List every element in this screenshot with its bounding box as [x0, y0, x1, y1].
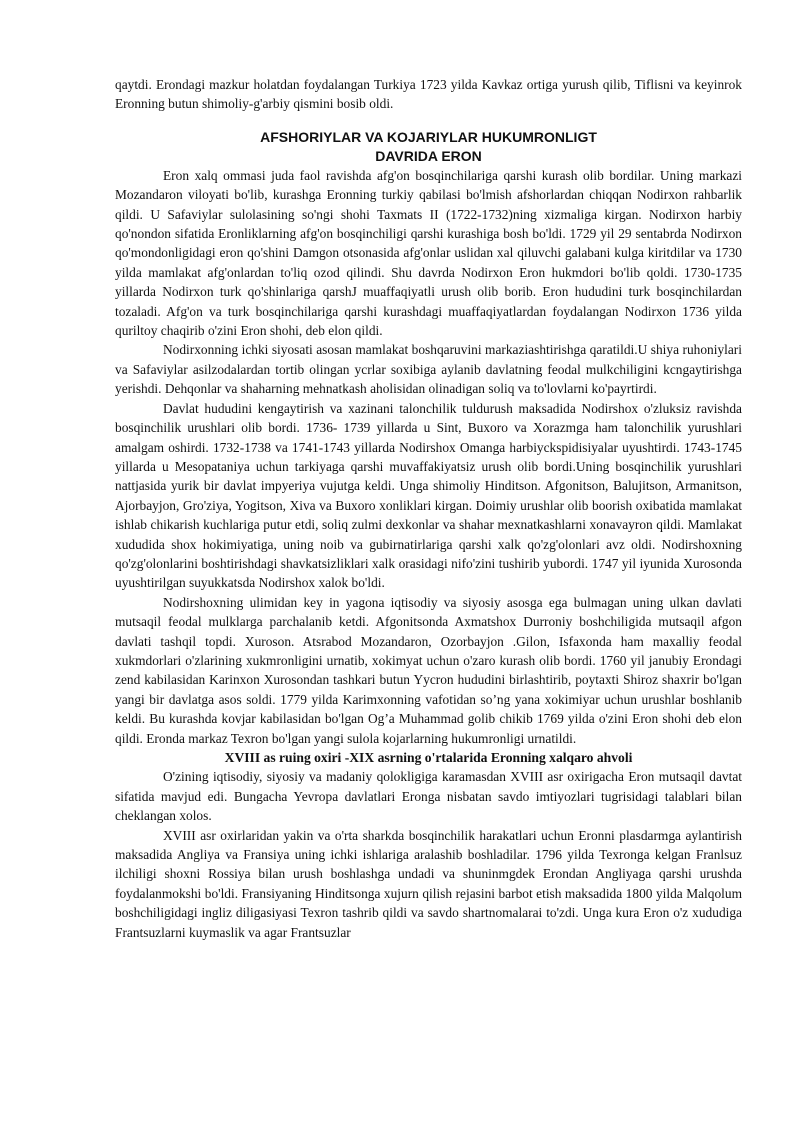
- document-page: [115, 75, 742, 942]
- section2-title: XVIII as ruing oxiri -XIX asrning o'rtalarida Eronning xalqaro ahvoli: [224, 750, 633, 765]
- intro-paragraph: qaytdi. Erondagi mazkur holatdan foydalangan Turkiya 1723 yilda Kavkaz ortiga yurush qilib, Tiflisni va keyinrok Eronning butun shimoliy-g'arbiy qismini bosib oldi.: [115, 77, 742, 112]
- section1-paragraph-2: Nodirxonning ichki siyosati asosan mamlakat boshqaruvini markaziashtirishga qaratildi.U shiya ruhoniylari va Safaviylar asilzodalardan tortib olingan ycrlar soxibiga aylanib davlatning feodal mulkchiligini kcngaytirishga yerishdi. Dehqonlar va shaharning mehnatkash aholisidan olinadigan soliq va to'lovlarni ko'payrtirdi.: [115, 342, 742, 397]
- section2-paragraph-2: XVIII asr oxirlaridan yakin va o'rta sharkda bosqinchilik harakatlari uchun Eronni plasdarmga aylantirish maksadida Angliya va Fransiya uning ichki ishlariga aralashib boshladilar. 1796 yilda Texronga kelgan Franlsuz ilchiligi shoxni Rossiya bilan urush boshlashga undadi va shuninmgdek Erondan Angliyaga qarshi urushda foydalanmokshi bo'ldi. Fransiyaning Hinditsonga xujurn qilish rejasini barbot etish maksadida 1800 yilda Malqolum boshchiligidagi ingliz diligasiyasi Texron tashrib qildi va savdo shartnomalarai to'zdi. Unga kura Eron o'z xududiga Frantsuzlarni kuymaslik va agar Frantsuzlar: [115, 827, 742, 940]
- section1-paragraph-1: Eron xalq ommasi juda faol ravishda afg'on bosqinchilariga qarshi kurash olib bordilar. Uning markazi Mozandaron viloyati bo'lib, kurashga Eronning turkiy qabilasi bo'lmish afshorlardan chiqqan Nodirxon rahbarlik qildi. U Safaviylar sulolasining so'ngi shohi Taxmats II (1722-1732)ning xizmaliga kirgan. Nodirxon harbiy qo'nondon sifatida Eronliklarning afg'on bosqinchiligi qarshi kurashiga bosh bo'ldi. 1729 yil 29 sentabrda Nodirxon qo'mondonligidagi eron qo'shini Damgon otsonasida afg'onlar uslidan xal qiluvchi galabani kulga kiritdilar va 1730 yilda mamlakat afg'onlardan to'liq ozod qilindi. Shu davrda Nodirxon Eron hukmdori bo'lib qoldi. 1730-1735 yillarda Nodirxon turk qo'shinlariga qarshJ muaffaqiyatli urush olib borib. Eron hududini turk bosqinchilardan tozaladi. Afg'on va turk bosqinchilariga qarshi kurashdagi muaffaqiyatlardan foydalangan Nodirxon 1736 yilda quriltoy chaqirib o'zini Eron shohi, deb elon qildi.: [115, 167, 742, 339]
- section2-paragraph-1: O'zining iqtisodiy, siyosiy va madaniy qolokligiga karamasdan XVIII asr oxirigacha Eron mutsaqil davtat sifatida mavjud edi. Bungacha Yevropa davlatlari Eronga nisbatan savdo imtiyozlari tugrisidagi talablari bilan cheklangan xolos.: [115, 769, 742, 824]
- section1-title-line2: DAVRIDA ERON: [375, 147, 482, 164]
- section1-title-line1: AFSHORIYLAR VA KOJARIYLAR HUKUMRONLIGT: [260, 128, 597, 145]
- section1-paragraph-3: Davlat hududini kengaytirish va xazinani talonchilik tuldurush maksadida Nodirshox o'zluksiz ravishda bosqinchilik urushlari olib bordi. 1736- 1739 yillarda u Sint, Buxoro va Xorazmga ham talonchilik yurushlari amalgam oshirdi. 1732-1738 va 1741-1743 yillarda Nodirshox Omanga harbiyckspidisiyalar uyushtirdi. 1743-1745 yillarda u Mesopataniya uchun tarkiyaga qarshi muvaffakiyatsiz urush olib bordi.Uning bosqinchilik yurushlari nattjasida yurik bir davlat impyeriya vujutga keldi. Unga shimoliy Hinditson. Afgonitson, Balujitson, Armanitson, Ajorbayjon, Gro'ziya, Yogitson, Xiva va Buxoro xonliklari kirgan. Doimiy urushlar olib boorish oxibatida mamlakat ishlab chikarish kuchlariga putur etdi, soliq zulmi dexkonlar va shahar mexnatkashlarni xonavayron qildi. Mamlakat xududida shox hokimiyatiga, uning noib va gubirnatirlariga qarshi xalk qo'zg'olonlari avz oldi. Nodirshoxning qo'zg'olonlarini boshtirishdagi shavkatsizliklari xalk orasidagi nifo'zini tushirib yubordi. 1747 yil iyunida Xurosonda uyushtirilgan suyukkatsda Nodirshox xalok bo'ldi.: [115, 400, 742, 591]
- section1-paragraph-4: Nodirshoxning ulimidan key in yagona iqtisodiy va siyosiy asosga ega bulmagan uning ulkan davlati mutsaqil feodal mulklarga parchalanib ketdi. Afgonitsonda Axmatshox Durroniy boshchiligida mutsaqil afgon davlati tashqil topdi. Xuroson. Atsrabod Mozandaron, Ozorbayjon .Gilon, Isfaxonda ham maxalliy feodal xukmdorlari o'zlarining xukmronligini urnatib, xokimyat uchun o'zaro kurash olib bordi. 1760 yil janubiy Erondagi zend kabilasidan Karinxon Xurosondan tashkari butun Yycron hududini birlashtirib, poytaxti Shiroz shaxrir bo'lgan yangi bir davlatga asos soldi. 1779 yilda Karimxonning vafotidan so’ng yana xokimiyar uchun urushlar boshlanib keldi. Bu kurashda kovjar kabilasidan bo'lgan Og’a Muhammad golib chikib 1769 yilda o'zini Eron shohi deb elon qildi. Eronda markaz Texron bo'lgan yangi sulola kojarlarning hukumronligi urnatildi.: [115, 594, 742, 746]
